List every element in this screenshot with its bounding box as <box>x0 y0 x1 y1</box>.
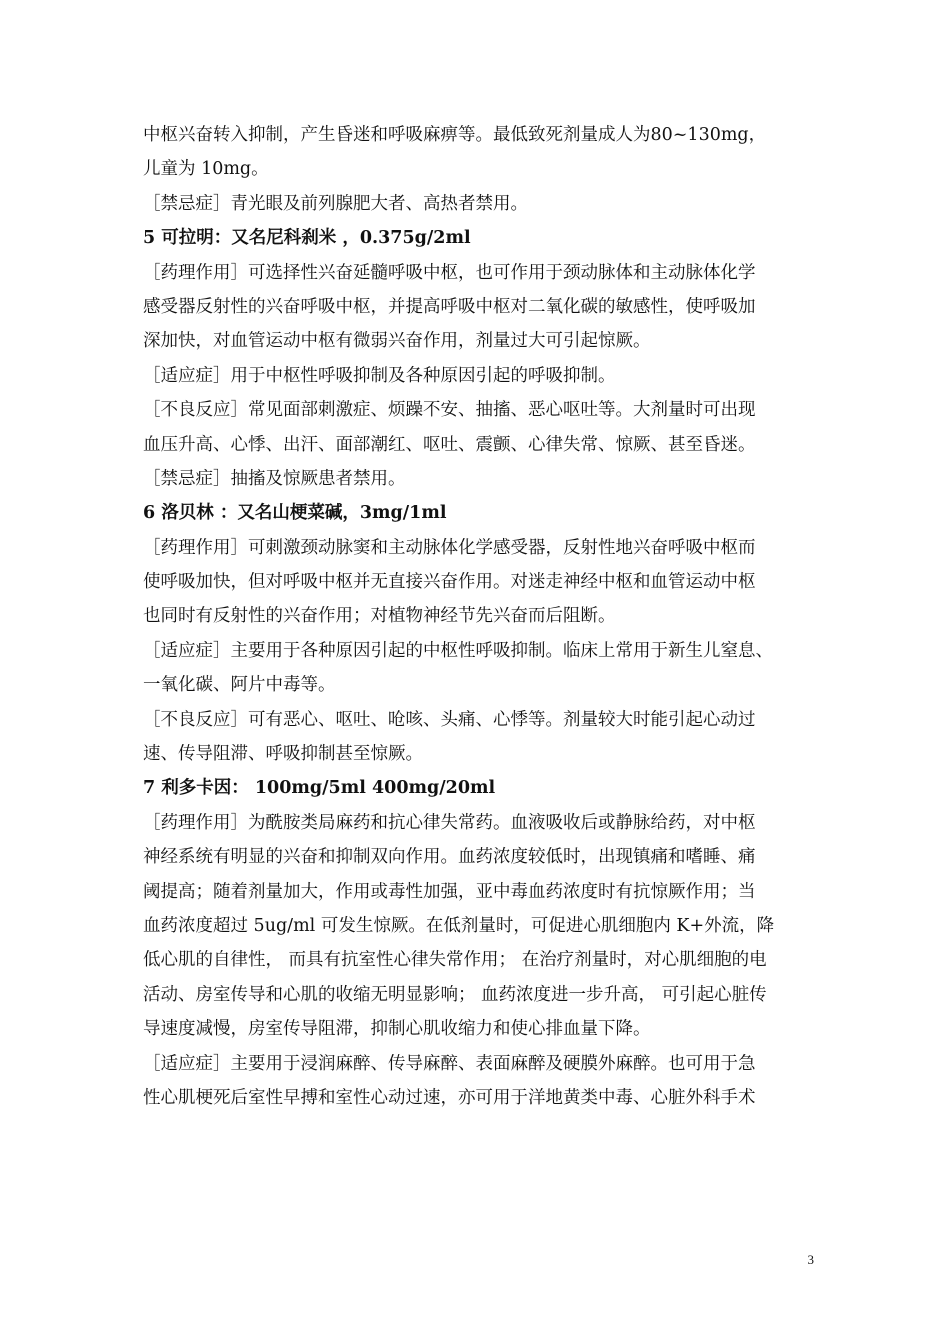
text-line: 也同时有反射性的兴奋作用；对植物神经节先兴奋而后阻断。 <box>143 606 616 627</box>
text-line: 性心肌梗死后室性早搏和室性心动过速，亦可用于洋地黄类中毒、心脏外科手术 <box>143 1087 756 1108</box>
text-line: 活动、房室传导和心肌的收缩无明显影响； 血药浓度进一步升高， 可引起心脏传 <box>143 984 767 1005</box>
text-line: ［药理作用］可刺激颈动脉窦和主动脉体化学感受器，反射性地兴奋呼吸中枢而 <box>143 537 756 558</box>
text-line: 深加快，对血管运动中枢有微弱兴奋作用，剂量过大可引起惊厥。 <box>143 331 651 352</box>
text-line: 血药浓度超过 5ug/ml 可发生惊厥。在低剂量时，可促进心肌细胞内 K+外流，降 <box>143 915 775 936</box>
text-line: ［药理作用］为酰胺类局麻药和抗心律失常药。血液吸收后或静脉给药，对中枢 <box>143 812 756 833</box>
text-line: ［适应症］用于中枢性呼吸抑制及各种原因引起的呼吸抑制。 <box>143 365 616 386</box>
text-line: ［不良反应］常见面部刺激症、烦躁不安、抽搐、恶心呕吐等。大剂量时可出现 <box>143 400 756 421</box>
text-line: 中枢兴奋转入抑制，产生昏迷和呼吸麻痹等。最低致死剂量成人为80~130mg， <box>143 125 767 145</box>
text-line: 一氧化碳、阿片中毒等。 <box>143 675 336 696</box>
text-line: ［不良反应］可有恶心、呕吐、呛咳、头痛、心悸等。剂量较大时能引起心动过 <box>143 709 756 730</box>
text-line: 导速度减慢，房室传导阻滞，抑制心肌收缩力和使心排血量下降。 <box>143 1019 651 1040</box>
section-heading: 6 洛贝林 ：又名山梗菜碱，3mg/1ml <box>143 503 447 524</box>
text-line: 速、传导阻滞、呼吸抑制甚至惊厥。 <box>143 744 423 765</box>
text-line: ［适应症］主要用于浸润麻醉、传导麻醉、表面麻醉及硬膜外麻醉。也可用于急 <box>143 1053 756 1074</box>
text-line: 阈提高；随着剂量加大，作用或毒性加强，亚中毒血药浓度时有抗惊厥作用；当 <box>143 881 756 902</box>
text-line: ［禁忌症］抽搐及惊厥患者禁用。 <box>143 468 406 489</box>
text-line: ［禁忌症］青光眼及前列腺肥大者、高热者禁用。 <box>143 193 528 214</box>
text-line: ［药理作用］可选择性兴奋延髓呼吸中枢，也可作用于颈动脉体和主动脉体化学 <box>143 262 756 283</box>
text-line: 使呼吸加快，但对呼吸中枢并无直接兴奋作用。对迷走神经中枢和血管运动中枢 <box>143 572 756 593</box>
text-line: 感受器反射性的兴奋呼吸中枢，并提高呼吸中枢对二氧化碳的敏感性，使呼吸加 <box>143 296 756 317</box>
section-heading: 5 可拉明：又名尼科刹米 ，0.375g/2ml <box>143 228 471 249</box>
text-line: 儿童为 10mg。 <box>143 159 269 180</box>
document-body <box>143 118 813 1115</box>
text-line: 低心肌的自律性， 而具有抗室性心律失常作用； 在治疗剂量时，对心肌细胞的电 <box>143 950 767 971</box>
section-heading: 7 利多卡因： 100mg/5ml 400mg/20ml <box>143 778 496 799</box>
text-line: 神经系统有明显的兴奋和抑制双向作用。血药浓度较低时，出现镇痛和嗜睡、痛 <box>143 847 756 868</box>
page-number: 3 <box>807 1252 814 1267</box>
text-line: 血压升高、心悸、出汗、面部潮红、呕吐、震颤、心律失常、惊厥、甚至昏迷。 <box>143 434 756 455</box>
text-line: ［适应症］主要用于各种原因引起的中枢性呼吸抑制。临床上常用于新生儿窒息、 <box>143 640 773 661</box>
